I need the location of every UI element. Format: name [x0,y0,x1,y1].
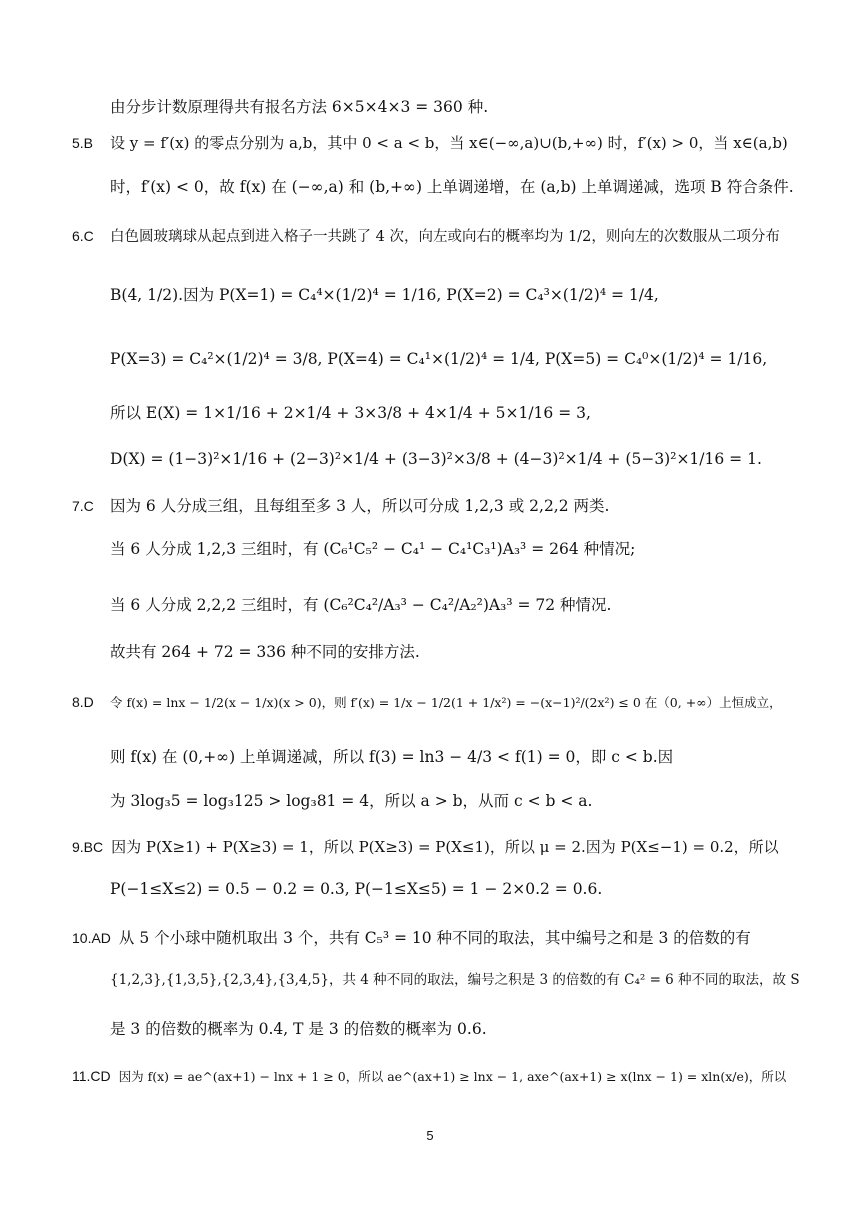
text-line [72,134,800,152]
line-text: 白色圆玻璃球从起点到进入格子一共跳了 4 次，向左或向右的概率均为 1/2，则向左的次数服从二项分布 [110,229,780,245]
line-text: 当 6 人分成 2,2,2 三组时，有 (C₆²C₄²/A₃³ − C₄²/A₂²)A₃³ = 72 种情况. [110,596,612,614]
line-text: 是 3 的倍数的概率为 0.4, T 是 3 的倍数的概率为 0.6. [110,1020,487,1038]
line-text: 因为 f(x) = ae^(ax+1) − lnx + 1 ≥ 0，所以 ae^(ax+1) ≥ lnx − 1, axe^(ax+1) ≥ x(lnx − 1) = xln(x/e)，所以 [118,1069,787,1084]
line-text: B(4, 1/2).因为 P(X=1) = C₄⁴×(1/2)⁴ = 1/16, P(X=2) = C₄³×(1/2)⁴ = 1/4, [110,286,659,304]
text-line [72,643,800,662]
text-line [72,596,800,615]
text-line [72,228,800,246]
text-line [72,497,800,516]
text-line [72,350,800,369]
text-line [72,540,800,559]
text-line [72,1068,800,1085]
line-text: 为 3log₃5 = log₃125 > log₃81 = 4，所以 a > b，从而 c < b < a. [110,792,593,810]
text-line [72,880,800,899]
line-text: 则 f(x) 在 (0,+∞) 上单调递减，所以 f(3) = ln3 − 4/3 < f(1) = 0，即 c < b.因 [110,748,674,766]
text-line [72,98,800,117]
line-text: 故共有 264 + 72 = 336 种不同的安排方法. [110,643,420,661]
line-text: {1,2,3},{1,3,5},{2,3,4},{3,4,5}，共 4 种不同的取法，编号之积是 3 的倍数的有 C₄² = 6 种不同的取法，故 S [110,972,800,988]
item-label: 10.AD [72,930,111,946]
text-line [72,694,800,711]
text-line [72,792,800,811]
text-line [72,838,800,856]
line-text: D(X) = (1−3)²×1/16 + (2−3)²×1/4 + (3−3)²×3/8 + (4−3)²×1/4 + (5−3)²×1/16 = 1. [110,450,762,468]
line-text: 从 5 个小球中随机取出 3 个，共有 C₅³ = 10 种不同的取法，其中编号之和是 3 的倍数的有 [118,929,751,947]
item-label: 6.C [72,228,94,244]
line-text: P(X=3) = C₄²×(1/2)⁴ = 3/8, P(X=4) = C₄¹×(1/2)⁴ = 1/4, P(X=5) = C₄⁰×(1/2)⁴ = 1/16, [110,350,768,368]
line-text: 时，f′(x) < 0，故 f(x) 在 (−∞,a) 和 (b,+∞) 上单调递增，在 (a,b) 上单调递减，选项 B 符合条件. [110,178,794,196]
page-number: 5 [426,1128,434,1143]
line-text: 所以 E(X) = 1×1/16 + 2×1/4 + 3×3/8 + 4×1/4 + 5×1/16 = 3, [110,404,591,422]
line-text: 因为 6 人分成三组，且每组至多 3 人，所以可分成 1,2,3 或 2,2,2 两类. [110,497,610,515]
line-text: 因为 P(X≥1) + P(X≥3) = 1，所以 P(X≥3) = P(X≤1)，所以 μ = 2.因为 P(X≤−1) = 0.2，所以 [111,838,779,856]
item-label: 7.C [72,498,94,514]
line-text: 令 f(x) = lnx − 1/2(x − 1/x)(x > 0)，则 f′(x) = 1/x − 1/2(1 + 1/x²) = −(x−1)²/(2x²) ≤ 0 在（0, +∞）上恒成立， [110,695,782,710]
text-line [72,450,800,469]
text-line [72,929,800,948]
text-line [72,748,800,767]
item-label: 11.CD [72,1068,111,1084]
text-line [72,286,800,305]
line-text: 设 y = f′(x) 的零点分别为 a,b，其中 0 < a < b，当 x∈(−∞,a)∪(b,+∞) 时，f′(x) > 0，当 x∈(a,b) [110,134,788,152]
text-line [72,178,800,197]
item-label: 8.D [72,694,94,710]
line-text: 由分步计数原理得共有报名方法 6×5×4×3 = 360 种. [110,98,489,116]
text-line [72,404,800,423]
item-label: 5.B [72,135,94,151]
line-text: P(−1≤X≤2) = 0.5 − 0.2 = 0.3, P(−1≤X≤5) = 1 − 2×0.2 = 0.6. [110,880,603,898]
text-line [72,1020,800,1039]
item-label: 9.BC [72,839,104,855]
text-line [72,972,800,988]
line-text: 当 6 人分成 1,2,3 三组时，有 (C₆¹C₅² − C₄¹ − C₄¹C₃¹)A₃³ = 264 种情况; [110,540,636,558]
